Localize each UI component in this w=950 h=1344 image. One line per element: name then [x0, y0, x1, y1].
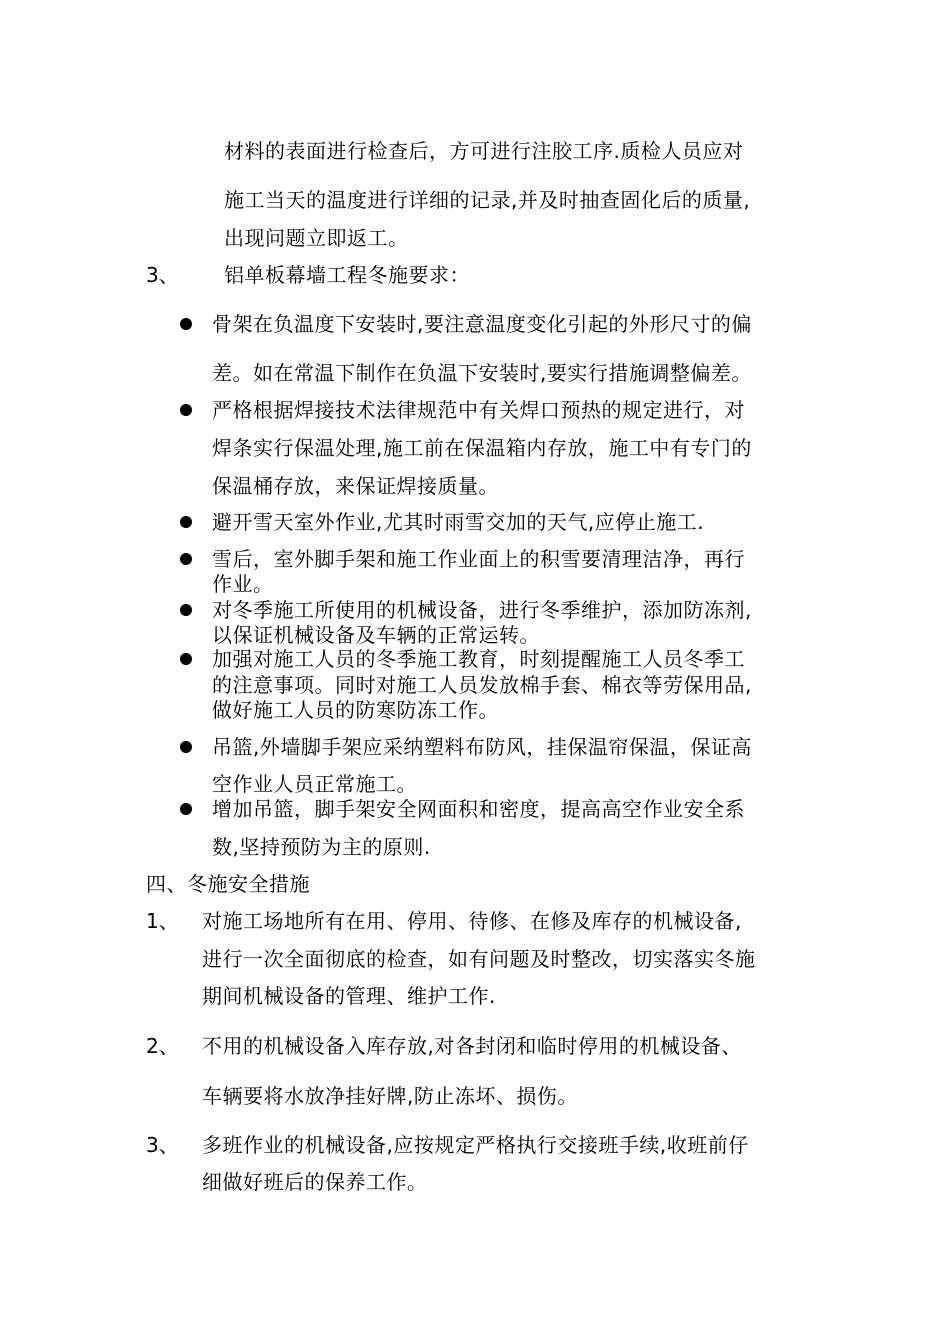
bullet-line: 保温桶存放，来保证焊接质量。	[212, 474, 499, 498]
bullet-line: 严格根据焊接技术法律规范中有关焊口预热的规定进行，对	[212, 398, 745, 422]
item-number: 3、	[146, 1133, 179, 1157]
paragraph-line: 材料的表面进行检查后，方可进行注胶工序.质检人员应对	[224, 139, 744, 163]
item-line: 期间机械设备的管理、维护工作.	[202, 984, 496, 1008]
bullet-line: 吊篮,外墙脚手架应采纳塑料布防风，挂保温帘保温，保证高	[212, 735, 752, 759]
section-number: 3、	[146, 263, 179, 287]
paragraph-line: 出现问题立即返工。	[224, 226, 409, 250]
bullet-line: 骨架在负温度下安装时,要注意温度变化引起的外形尺寸的偏	[212, 312, 752, 336]
item-line: 不用的机械设备入库存放,对各封闭和临时停用的机械设备、	[202, 1034, 742, 1058]
item-line: 对施工场地所有在用、停用、待修、在修及库存的机械设备,	[202, 909, 742, 933]
bullet-icon	[180, 553, 192, 565]
bullet-icon	[180, 516, 192, 528]
bullet-line: 空作业人员正常施工。	[212, 772, 417, 796]
bullet-line: 作业。	[212, 572, 274, 596]
bullet-line: 雪后，室外脚手架和施工作业面上的积雪要清理洁净，再行	[212, 547, 745, 571]
section-heading: 四、冬施安全措施	[146, 872, 310, 896]
item-number: 1、	[146, 909, 179, 933]
bullet-icon	[180, 803, 192, 815]
bullet-line: 避开雪天室外作业,尤其时雨雪交加的天气,应停止施工.	[212, 510, 705, 534]
item-line: 车辆要将水放净挂好牌,防止冻坏、损伤。	[202, 1084, 578, 1108]
bullet-icon	[180, 404, 192, 416]
bullet-line: 做好施工人员的防寒防冻工作。	[212, 698, 499, 722]
bullet-icon	[180, 604, 192, 616]
bullet-icon	[180, 653, 192, 665]
bullet-line: 以保证机械设备及车辆的正常运转。	[212, 623, 540, 647]
bullet-line: 加强对施工人员的冬季施工教育，时刻提醒施工人员冬季工	[212, 647, 745, 671]
bullet-line: 数,坚持预防为主的原则.	[212, 835, 431, 859]
item-line: 多班作业的机械设备,应按规定严格执行交接班手续,收班前仔	[202, 1133, 749, 1157]
bullet-icon	[180, 741, 192, 753]
item-line: 细做好班后的保养工作。	[202, 1170, 428, 1194]
bullet-icon	[180, 318, 192, 330]
bullet-line: 的注意事项。同时对施工人员发放棉手套、棉衣等劳保用品,	[212, 673, 752, 697]
item-line: 进行一次全面彻底的检查，如有问题及时整改，切实落实冬施	[202, 947, 756, 971]
bullet-line: 对冬季施工所使用的机械设备，进行冬季维护，添加防冻剂,	[212, 598, 752, 622]
bullet-line: 差。如在常温下制作在负温下安装时,要实行措施调整偏差。	[212, 361, 752, 385]
bullet-line: 增加吊篮，脚手架安全网面积和密度，提高高空作业安全系	[212, 797, 745, 821]
item-number: 2、	[146, 1034, 179, 1058]
bullet-line: 焊条实行保温处理,施工前在保温箱内存放，施工中有专门的	[212, 436, 752, 460]
paragraph-line: 施工当天的温度进行详细的记录,并及时抽查固化后的质量,	[224, 188, 751, 212]
section-title: 铝单板幕墙工程冬施要求：	[224, 263, 470, 287]
